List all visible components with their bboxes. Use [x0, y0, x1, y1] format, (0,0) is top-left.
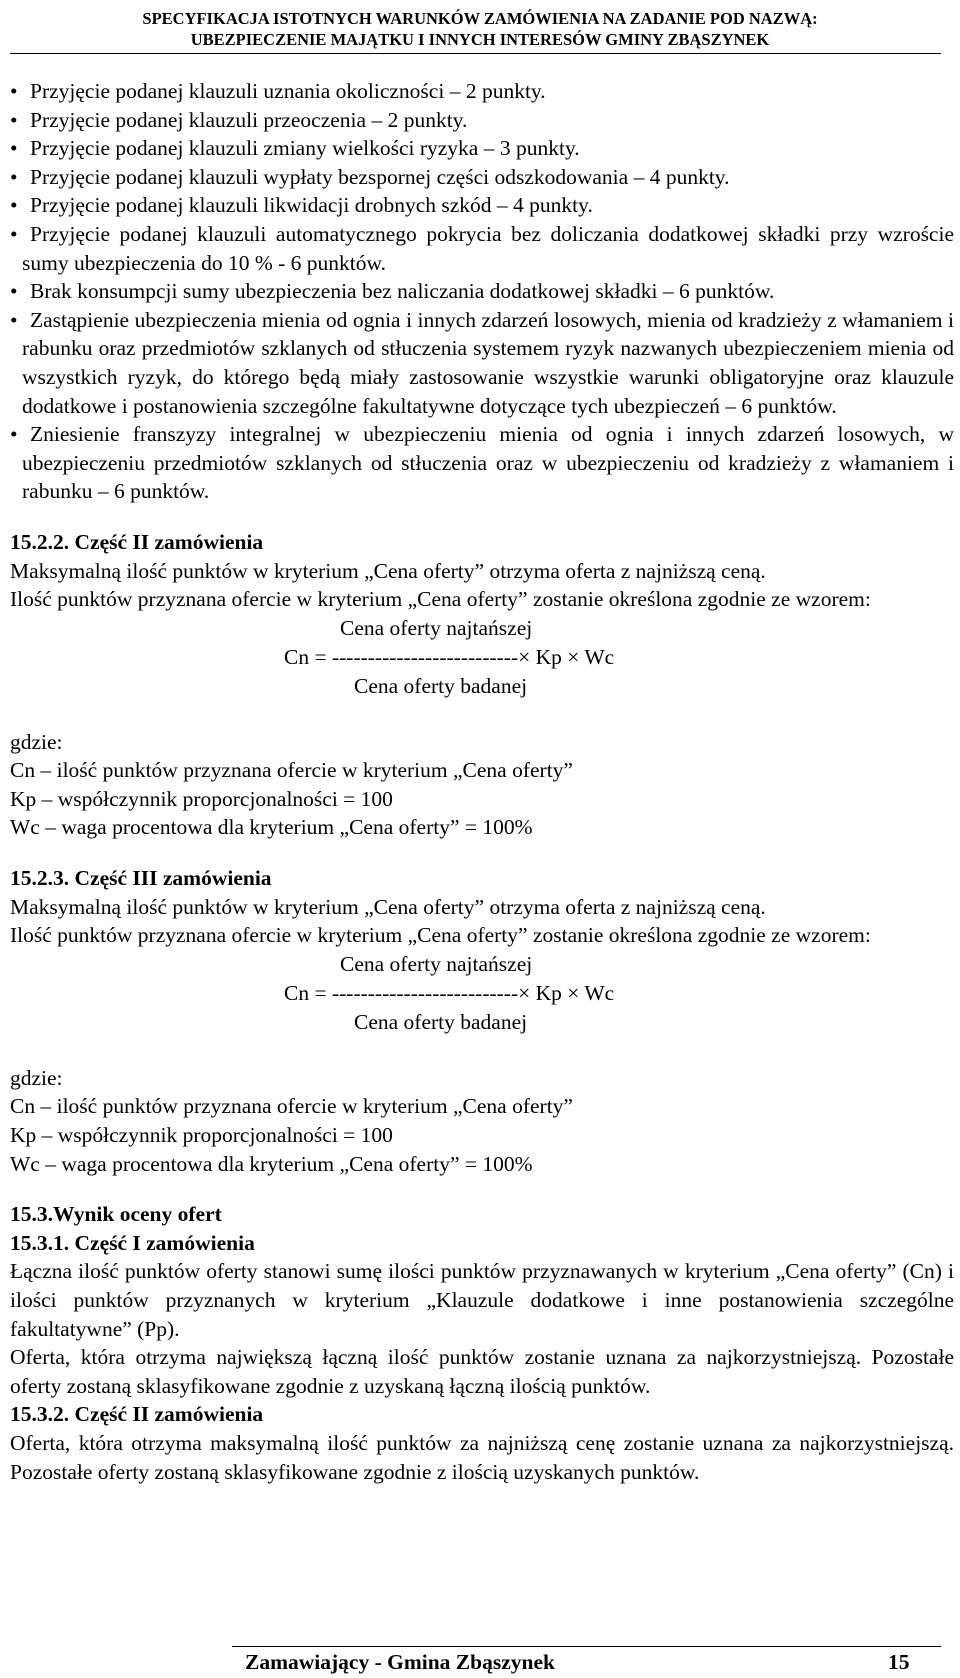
bullet-text: Przyjęcie podanej klauzuli likwidacji drobnych szkód – 4 punkty. [30, 193, 593, 218]
footer-title: Zamawiający - Gmina Zbąszynek [245, 1650, 555, 1674]
section-heading: 15.3.Wynik oceny ofert [10, 1202, 222, 1227]
subsection-heading: 15.3.1. Część I zamówienia [10, 1230, 255, 1255]
document-body [10, 77, 954, 1486]
section-heading: 15.2.3. Część III zamówienia [10, 866, 272, 891]
price-formula [10, 950, 954, 1036]
formula-numerator: Cena oferty najtańszej [340, 951, 533, 976]
bullet-icon: • [10, 221, 18, 246]
formula-definition: Kp – współczynnik proporcjonalności = 100 [10, 1123, 393, 1148]
bullet-icon: • [10, 193, 18, 218]
section-15-2-3 [10, 864, 954, 1178]
document-footer [0, 1650, 960, 1678]
bullet-text: Przyjęcie podanej klauzuli automatycznego pokrycia bez doliczania dodatkowej składki przy wzroście sumy ubezpieczenia do 10 % - 6 punktów. [22, 221, 954, 275]
document-header [0, 8, 960, 50]
bullet-item [10, 220, 954, 277]
paragraph: Ilość punktów przyznana ofercie w kryterium „Cena oferty” zostanie określona zgodnie ze wzorem: [10, 923, 871, 948]
formula-expression: Cn = --------------------------× Kp × Wc [284, 980, 615, 1005]
bullet-icon: • [10, 422, 18, 447]
price-formula [10, 614, 954, 700]
bullet-text: Przyjęcie podanej klauzuli przeoczenia – 2 punkty. [30, 107, 468, 132]
bullet-item [10, 277, 954, 306]
paragraph: Oferta, która otrzyma największą łączną ilość punktów zostanie uznana za najkorzystniejszą. Pozostałe oferty zostaną sklasyfikowane zgodnie z uzyskaną łączną ilością punktów. [10, 1345, 954, 1398]
bullet-icon: • [10, 164, 18, 189]
formula-numerator: Cena oferty najtańszej [340, 615, 533, 640]
page-number: 15 [888, 1650, 910, 1674]
bullet-icon: • [10, 136, 18, 161]
bullet-item [10, 306, 954, 420]
criteria-bullet-list [10, 77, 954, 506]
paragraph: Maksymalną ilość punktów w kryterium „Cena oferty” otrzyma oferta z najniższą ceną. [10, 894, 766, 919]
formula-denominator: Cena oferty badanej [354, 673, 528, 698]
bullet-item [10, 163, 954, 192]
bullet-text: Przyjęcie podanej klauzuli uznania okoliczności – 2 punkty. [30, 79, 546, 103]
bullet-text: Przyjęcie podanej klauzuli zmiany wielkości ryzyka – 3 punkty. [30, 136, 580, 161]
section-15-3 [10, 1200, 954, 1486]
paragraph: Maksymalną ilość punktów w kryterium „Cena oferty” otrzyma oferta z najniższą ceną. [10, 558, 766, 583]
paragraph: Łączna ilość punktów oferty stanowi sumę ilości punktów przyznawanych w kryterium „Cena oferty” (Cn) i ilości punktów przyznanych w kryterium „Klauzule dodatkowe i inne postanowienia szczególne fakultatywne” (Pp). [10, 1259, 954, 1341]
bullet-item [10, 106, 954, 135]
header-divider [10, 53, 941, 54]
formula-where-label: gdzie: [10, 1065, 63, 1090]
bullet-item [10, 420, 954, 506]
bullet-icon: • [10, 107, 18, 132]
bullet-icon: • [10, 279, 18, 304]
formula-where-label: gdzie: [10, 729, 63, 754]
bullet-item [10, 191, 954, 220]
bullet-text: Brak konsumpcji sumy ubezpieczenia bez naliczania dodatkowej składki – 6 punktów. [30, 279, 775, 304]
footer-divider [232, 1646, 941, 1647]
header-line-2: UBEZPIECZENIE MAJĄTKU I INNYCH INTERESÓW GMINY ZBĄSZYNEK [190, 30, 770, 49]
formula-definition: Wc – waga procentowa dla kryterium „Cena oferty” = 100% [10, 815, 533, 840]
bullet-icon: • [10, 307, 18, 332]
bullet-text: Zniesienie franszyzy integralnej w ubezpieczeniu mienia od ognia i innych zdarzeń losowych, w ubezpieczeniu przedmiotów szklanych od stłuczenia oraz w ubezpieczeniu od kradzieży z włamaniem i rabunku – 6 punktów. [22, 422, 954, 504]
formula-definition: Cn – ilość punktów przyznana ofercie w kryterium „Cena oferty” [10, 758, 573, 783]
bullet-text: Zastąpienie ubezpieczenia mienia od ognia i innych zdarzeń losowych, mienia od kradzieży z włamaniem i rabunku oraz przedmiotów szklanych od stłuczenia systemem ryzyk nazwanych ubezpieczeniem mienia od wszystkich ryzyk, do którego będą miały zastosowanie wszystkie warunki obligatoryjne oraz klauzule dodatkowe i postanowienia szczególne fakultatywne dotyczące tych ubezpieczeń – 6 punktów. [22, 307, 954, 418]
bullet-text: Przyjęcie podanej klauzuli wypłaty bezspornej części odszkodowania – 4 punkty. [30, 164, 730, 189]
paragraph: Ilość punktów przyznana ofercie w kryterium „Cena oferty” zostanie określona zgodnie ze wzorem: [10, 587, 871, 612]
bullet-item [10, 77, 954, 106]
bullet-item [10, 134, 954, 163]
formula-definition: Wc – waga procentowa dla kryterium „Cena oferty” = 100% [10, 1151, 533, 1176]
formula-definition: Cn – ilość punktów przyznana ofercie w kryterium „Cena oferty” [10, 1094, 573, 1119]
section-15-2-2 [10, 528, 954, 842]
bullet-icon: • [10, 79, 18, 103]
header-line-1: SPECYFIKACJA ISTOTNYCH WARUNKÓW ZAMÓWIENIA NA ZADANIE POD NAZWĄ: [142, 9, 818, 28]
formula-definition: Kp – współczynnik proporcjonalności = 100 [10, 786, 393, 811]
section-heading: 15.2.2. Część II zamówienia [10, 529, 264, 554]
paragraph: Oferta, która otrzyma maksymalną ilość punktów za najniższą cenę zostanie uznana za najkorzystniejszą. Pozostałe oferty zostaną sklasyfikowane zgodnie z ilością uzyskanych punktów. [10, 1430, 954, 1484]
subsection-heading: 15.3.2. Część II zamówienia [10, 1402, 264, 1427]
formula-expression: Cn = --------------------------× Kp × Wc [284, 644, 615, 669]
formula-denominator: Cena oferty badanej [354, 1009, 528, 1034]
